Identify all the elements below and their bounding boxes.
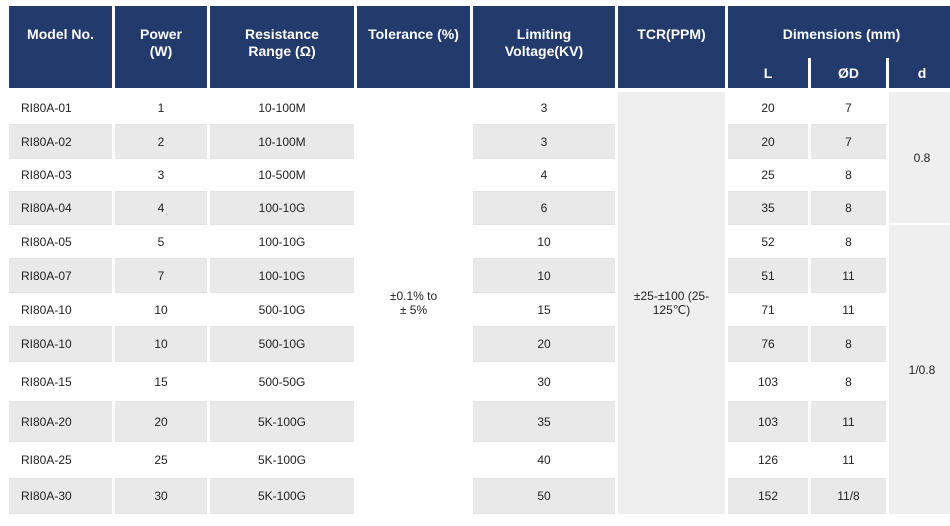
- cell-voltage: 3: [473, 92, 615, 125]
- header-resistance: [210, 6, 354, 88]
- cell-dim-l: 51: [728, 259, 808, 293]
- cell-model: RI80A-05: [9, 225, 112, 259]
- table-row: [9, 402, 950, 442]
- cell-voltage: 15: [473, 293, 615, 327]
- cell-voltage: 30: [473, 362, 615, 402]
- table-row: [9, 225, 950, 259]
- cell-power: 20: [115, 402, 207, 442]
- header-dim-od: ØD: [811, 58, 886, 88]
- cell-model: RI80A-10: [9, 293, 112, 327]
- cell-resistance-range: 5K-100G: [210, 442, 354, 479]
- cell-resistance-range: 100-10G: [210, 225, 354, 259]
- cell-dim-od: 11: [811, 259, 886, 293]
- cell-power: 10: [115, 293, 207, 327]
- cell-power: 15: [115, 362, 207, 402]
- resistor-spec-table: [6, 6, 950, 514]
- header-voltage-line1: Limiting: [516, 26, 572, 42]
- cell-dim-l: 35: [728, 192, 808, 225]
- cell-model: RI80A-25: [9, 442, 112, 479]
- cell-power: 25: [115, 442, 207, 479]
- table-row: [9, 293, 950, 327]
- cell-power: 10: [115, 327, 207, 362]
- cell-dim-l: 103: [728, 402, 808, 442]
- table-body: [9, 92, 950, 514]
- cell-dim-od: 8: [811, 362, 886, 402]
- cell-dim-od: 8: [811, 225, 886, 259]
- cell-voltage: 40: [473, 442, 615, 479]
- cell-dim-l: 20: [728, 92, 808, 125]
- cell-power: 3: [115, 159, 207, 192]
- cell-voltage: 3: [473, 125, 615, 159]
- cell-model: RI80A-20: [9, 402, 112, 442]
- cell-dim-l: 71: [728, 293, 808, 327]
- header-power-line2: (W): [149, 43, 173, 59]
- cell-dim-od: 8: [811, 327, 886, 362]
- cell-resistance-range: 100-10G: [210, 192, 354, 225]
- header-dim-d: d: [889, 58, 950, 88]
- table-row: [9, 362, 950, 402]
- table-row: [9, 125, 950, 159]
- cell-dim-od: 7: [811, 92, 886, 125]
- table-row: [9, 192, 950, 225]
- cell-power: 5: [115, 225, 207, 259]
- cell-dim-l: 20: [728, 125, 808, 159]
- cell-power: 2: [115, 125, 207, 159]
- cell-dim-l: 52: [728, 225, 808, 259]
- cell-model: RI80A-07: [9, 259, 112, 293]
- cell-resistance-range: 10-100M: [210, 92, 354, 125]
- tolerance-line2: ± 5%: [399, 303, 428, 317]
- cell-dim-od: 11: [811, 293, 886, 327]
- spec-table-container: [6, 6, 946, 520]
- cell-model: RI80A-15: [9, 362, 112, 402]
- cell-model: RI80A-04: [9, 192, 112, 225]
- table-row: [9, 259, 950, 293]
- cell-model: RI80A-01: [9, 92, 112, 125]
- cell-tolerance-merged: [357, 92, 470, 514]
- cell-power: 30: [115, 479, 207, 514]
- header-voltage-line2: Voltage(KV): [504, 43, 584, 59]
- cell-dim-od: 8: [811, 192, 886, 225]
- cell-resistance-range: 500-50G: [210, 362, 354, 402]
- cell-voltage: 20: [473, 327, 615, 362]
- table-row: [9, 327, 950, 362]
- tcr-line1: ±25-±100 (25-: [633, 289, 710, 303]
- cell-dim-l: 126: [728, 442, 808, 479]
- header-power-line1: Power: [139, 26, 182, 42]
- header-model: Model No.: [9, 6, 112, 88]
- header-tcr: TCR(PPM): [618, 6, 725, 88]
- tolerance-line1: ±0.1% to: [389, 289, 438, 303]
- table-row: [9, 479, 950, 514]
- cell-resistance-range: 500-10G: [210, 327, 354, 362]
- header-resistance-line1: Resistance: [245, 26, 319, 42]
- cell-voltage: 10: [473, 259, 615, 293]
- cell-power: 4: [115, 192, 207, 225]
- table-row: [9, 92, 950, 125]
- cell-resistance-range: 10-500M: [210, 159, 354, 192]
- cell-power: 1: [115, 92, 207, 125]
- cell-resistance-range: 5K-100G: [210, 402, 354, 442]
- header-dimensions: Dimensions (mm): [728, 6, 950, 58]
- cell-d-group1: 0.8: [889, 92, 950, 225]
- cell-dim-l: 76: [728, 327, 808, 362]
- cell-power: 7: [115, 259, 207, 293]
- cell-dim-od: 11: [811, 442, 886, 479]
- cell-resistance-range: 100-10G: [210, 259, 354, 293]
- header-tolerance: Tolerance (%): [357, 6, 470, 88]
- cell-model: RI80A-30: [9, 479, 112, 514]
- header-resistance-line2: Range (Ω): [248, 43, 316, 59]
- cell-dim-l: 152: [728, 479, 808, 514]
- tcr-line2: 125℃): [652, 303, 691, 317]
- table-row: [9, 159, 950, 192]
- cell-dim-l: 103: [728, 362, 808, 402]
- cell-voltage: 4: [473, 159, 615, 192]
- cell-resistance-range: 5K-100G: [210, 479, 354, 514]
- cell-model: RI80A-10: [9, 327, 112, 362]
- cell-tcr-merged: [618, 92, 725, 514]
- cell-dim-l: 25: [728, 159, 808, 192]
- cell-dim-od: 11/8: [811, 479, 886, 514]
- cell-voltage: 6: [473, 192, 615, 225]
- header-power: [115, 6, 207, 88]
- header-voltage: [473, 6, 615, 88]
- cell-resistance-range: 10-100M: [210, 125, 354, 159]
- cell-model: RI80A-02: [9, 125, 112, 159]
- cell-d-group2: 1/0.8: [889, 225, 950, 514]
- cell-voltage: 35: [473, 402, 615, 442]
- cell-dim-od: 7: [811, 125, 886, 159]
- header-dim-l: L: [728, 58, 808, 88]
- cell-voltage: 50: [473, 479, 615, 514]
- cell-resistance-range: 500-10G: [210, 293, 354, 327]
- cell-dim-od: 11: [811, 402, 886, 442]
- cell-dim-od: 8: [811, 159, 886, 192]
- cell-model: RI80A-03: [9, 159, 112, 192]
- table-row: [9, 442, 950, 479]
- cell-voltage: 10: [473, 225, 615, 259]
